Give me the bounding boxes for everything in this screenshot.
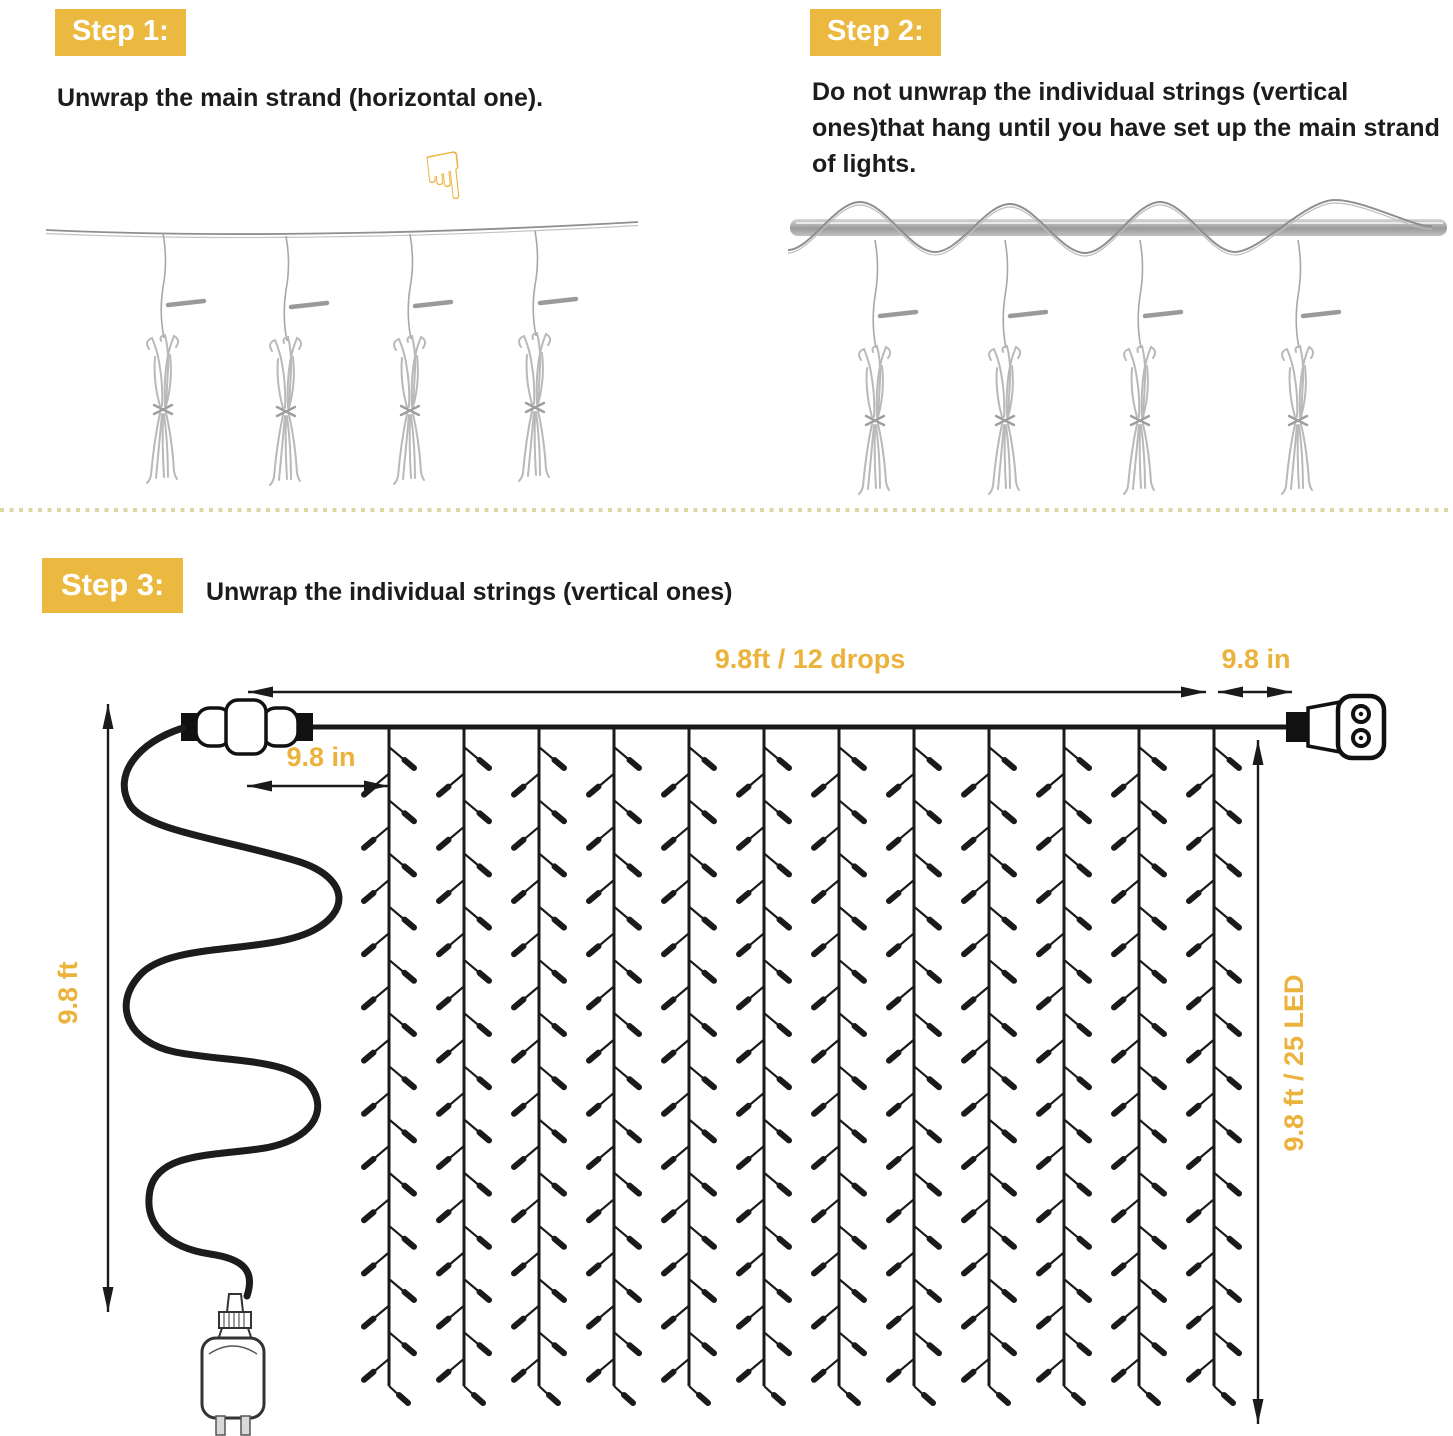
wrapped-drop	[519, 231, 576, 481]
wrapped-drop	[989, 240, 1046, 494]
light-drop	[439, 729, 489, 1403]
step1-caption: Unwrap the main strand (horizontal one).	[57, 84, 544, 112]
light-drop	[1189, 729, 1239, 1403]
wrapped-drop	[1282, 240, 1339, 494]
wrapped-drop	[1124, 240, 1181, 494]
wrapped-drop	[147, 233, 204, 483]
light-drops	[364, 729, 1239, 1403]
first-drop-offset-label: 9.8 in	[286, 742, 356, 772]
light-drop	[664, 729, 714, 1403]
power-plug	[202, 1294, 264, 1435]
step1-diagram	[46, 222, 638, 485]
light-drop	[514, 729, 564, 1403]
step3-caption: Unwrap the individual strings (vertical ones)	[206, 578, 733, 606]
step2-badge: Step 2:	[810, 9, 941, 56]
wrapped-drop	[859, 240, 916, 494]
main-strand-thin-wire	[46, 222, 638, 234]
step3-badge: Step 3:	[42, 558, 183, 613]
cord-length-label: 9.8 ft	[53, 961, 83, 1025]
step1-badge: Step 1:	[55, 9, 186, 56]
light-drop	[814, 729, 864, 1403]
end-offset-label: 9.8 in	[1221, 644, 1291, 674]
light-drop	[889, 729, 939, 1403]
step2-diagram	[788, 200, 1447, 494]
light-drop	[739, 729, 789, 1403]
light-drop	[1039, 729, 1089, 1403]
pointing-hand-icon: ☟	[420, 138, 468, 216]
drop-length-label: 9.8 ft / 25 LED	[1279, 974, 1309, 1152]
step3-diagram	[108, 692, 1384, 1435]
light-drop	[364, 729, 414, 1403]
main-span-label: 9.8ft / 12 drops	[714, 644, 906, 674]
step2-caption: Do not unwrap the individual strings (vertical ones)that hang until you have set up the main strand of lights.	[812, 78, 1440, 178]
power-cord	[124, 728, 339, 1296]
light-drop	[964, 729, 1014, 1403]
light-drop	[1114, 729, 1164, 1403]
light-drop	[589, 729, 639, 1403]
wrapped-drop	[270, 236, 327, 485]
wrapped-drop	[394, 234, 451, 484]
end-connector	[1286, 696, 1384, 758]
section-divider	[0, 508, 1453, 512]
